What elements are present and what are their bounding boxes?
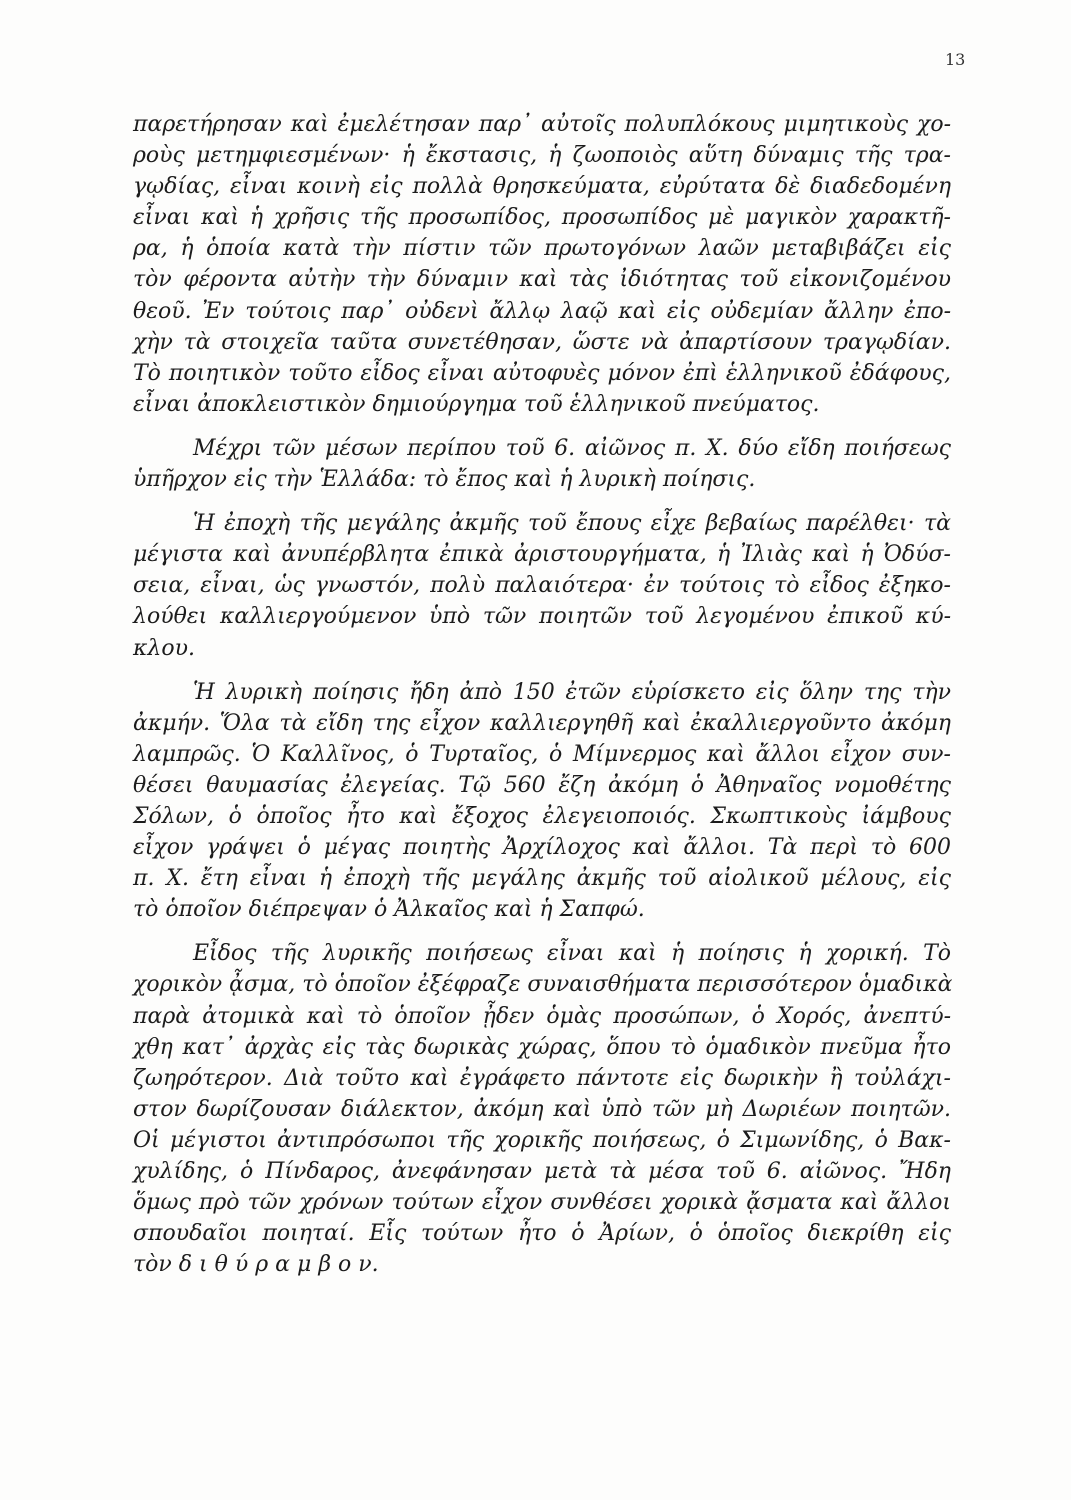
text-line: π. Χ. ἔτη εἶναι ἡ ἐποχὴ τῆς μεγάλης ἀκμῆς τοῦ αἰολικοῦ μέλους, εἰς <box>133 866 951 892</box>
text-line: εἶχον γράψει ὁ μέγας ποιητὴς Ἀρχίλοχος καὶ ἄλλοι. Τὰ περὶ τὸ 600 <box>133 835 951 861</box>
text-line: τὸ ὁποῖον διέπρεψαν ὁ Ἀλκαῖος καὶ ἡ Σαπφώ. <box>133 897 645 923</box>
text-line: στον δωρίζουσαν διάλεκτον, ἀκόμη καὶ ὑπὸ τῶν μὴ Δωριέων ποιητῶν. <box>133 1096 951 1122</box>
paragraph-3 <box>133 508 951 663</box>
paragraph-5 <box>133 938 951 1280</box>
text-line: χυλίδης, ὁ Πίνδαρος, ἀνεφάνησαν μετὰ τὰ μέσα τοῦ 6. αἰῶνος. Ἤδη <box>133 1159 951 1184</box>
text-line: χθη κατ᾽ ἀρχὰς εἰς τὰς δωρικὰς χώρας, ὅπου τὸ ὁμαδικὸν πνεῦμα ἦτο <box>133 1034 951 1060</box>
text-line: Μέχρι τῶν μέσων περίπου τοῦ 6. αἰῶνος π. Χ. δύο εἴδη ποιήσεως <box>193 435 951 461</box>
text-line: ζωηρότερον. Διὰ τοῦτο καὶ ἐγράφετο πάντοτε εἰς δωρικὴν ἢ τοὐλάχι- <box>133 1065 951 1091</box>
text-line: ροὺς μετημφιεσμένων· ἡ ἔκστασις, ἡ ζωοποιὸς αὕτη δύναμις τῆς τρα- <box>133 143 951 169</box>
text-line: ἀκμήν. Ὅλα τὰ εἴδη της εἶχον καλλιεργηθῆ καὶ ἐκαλλιεργοῦντο ἀκόμη <box>133 710 951 736</box>
text-line: μέγιστα καὶ ἀνυπέρβλητα ἐπικὰ ἀριστουργήματα, ἡ Ἰλιὰς καὶ ἡ Ὀδύσ- <box>133 542 951 568</box>
text-line: ὅμως πρὸ τῶν χρόνων τούτων εἶχον συνθέσει χορικὰ ᾄσματα καὶ ἄλλοι <box>133 1190 951 1216</box>
text-line: Τὸ ποιητικὸν τοῦτο εἶδος εἶναι αὐτοφυὲς μόνον ἐπὶ ἑλληνικοῦ ἐδάφους, <box>133 360 951 386</box>
text-line: εἶναι ἀποκλειστικὸν δημιούργημα τοῦ ἑλληνικοῦ πνεύματος. <box>133 391 820 417</box>
text-line: παρὰ ἀτομικὰ καὶ τὸ ὁποῖον ᾖδεν ὁμὰς προσώπων, ὁ Χορός, ἀνεπτύ- <box>133 1003 951 1029</box>
paragraph-2 <box>133 433 951 495</box>
body-text <box>133 109 951 1280</box>
text-line: Σόλων, ὁ ὁποῖος ἦτο καὶ ἔξοχος ἐλεγειοποιός. Σκωπτικοὺς ἰάμβους <box>133 803 951 829</box>
text-line: ρα, ἡ ὁποία κατὰ τὴν πίστιν τῶν πρωτογόνων λαῶν μεταβιβάζει εἰς <box>133 236 951 262</box>
paragraph-4 <box>133 677 951 926</box>
text-line: Ἡ λυρικὴ ποίησις ἤδη ἀπὸ 150 ἐτῶν εὑρίσκετο εἰς ὅλην της τὴν <box>193 679 951 705</box>
text-line: παρετήρησαν καὶ ἐμελέτησαν παρ᾽ αὐτοῖς πολυπλόκους μιμητικοὺς χο- <box>133 112 951 137</box>
text-line: χορικὸν ᾆσμα, τὸ ὁποῖον ἐξέφραζε συναισθήματα περισσότερον ὁμαδικὰ <box>133 972 953 998</box>
text-line: λούθει καλλιεργούμενον ὑπὸ τῶν ποιητῶν τοῦ λεγομένου ἐπικοῦ κύ- <box>133 604 951 630</box>
text-line: θεοῦ. Ἐν τούτοις παρ᾽ οὐδενὶ ἄλλῳ λαῷ καὶ εἰς οὐδεμίαν ἄλλην ἐπο- <box>133 298 951 324</box>
text-line: ὑπῆρχον εἰς τὴν Ἑλλάδα: τὸ ἔπος καὶ ἡ λυρικὴ ποίησις. <box>133 467 756 493</box>
text-line: κλου. <box>133 635 195 661</box>
text-line: σπουδαῖοι ποιηταί. Εἷς τούτων ἦτο ὁ Ἀρίων, ὁ ὁποῖος διεκρίθη εἰς <box>133 1221 951 1247</box>
text-line: σεια, εἶναι, ὡς γνωστόν, πολὺ παλαιότερα· ἐν τούτοις τὸ εἶδος ἐξηκο- <box>133 573 951 599</box>
text-line: θέσει θαυμασίας ἐλεγείας. Τῷ 560 ἔζη ἀκόμη ὁ Ἀθηναῖος νομοθέτης <box>133 772 951 798</box>
text-line: χὴν τὰ στοιχεῖα ταῦτα συνετέθησαν, ὥστε νὰ ἀπαρτίσουν τραγῳδίαν. <box>133 329 951 355</box>
text-line: Ἡ ἐποχὴ τῆς μεγάλης ἀκμῆς τοῦ ἔπους εἶχε βεβαίως παρέλθει· τὰ <box>193 511 951 537</box>
text-line: γῳδίας, εἶναι κοινὴ εἰς πολλὰ θρησκεύματα, εὐρύτατα δὲ διαδεδομένη <box>133 174 951 200</box>
page-number: 13 <box>945 50 966 69</box>
text-line: Οἱ μέγιστοι ἀντιπρόσωποι τῆς χορικῆς ποιήσεως, ὁ Σιμωνίδης, ὁ Βακ- <box>133 1127 951 1153</box>
text-line: τὸν δ ι θ ύ ρ α μ β ο ν. <box>133 1252 379 1278</box>
text-line: Εἶδος τῆς λυρικῆς ποιήσεως εἶναι καὶ ἡ ποίησις ἡ χορική. Τὸ <box>193 941 951 967</box>
paragraph-1 <box>133 109 951 420</box>
text-line: λαμπρῶς. Ὁ Καλλῖνος, ὁ Τυρταῖος, ὁ Μίμνερμος καὶ ἄλλοι εἶχον συν- <box>133 741 951 767</box>
text-line: εἶναι καὶ ἡ χρῆσις τῆς προσωπίδος, προσωπίδος μὲ μαγικὸν χαρακτῆ- <box>133 205 951 231</box>
text-line: τὸν φέροντα αὐτὴν τὴν δύναμιν καὶ τὰς ἰδιότητας τοῦ εἰκονιζομένου <box>133 267 951 293</box>
